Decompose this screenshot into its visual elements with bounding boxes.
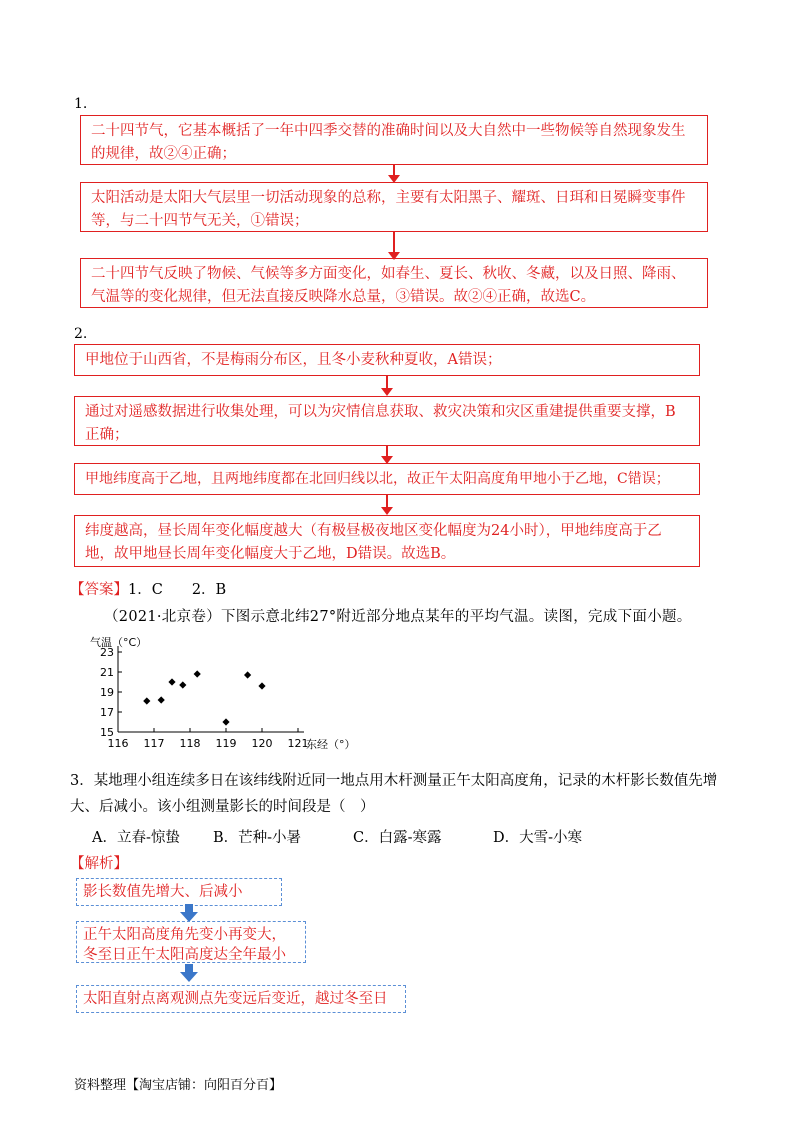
x-tick-label: 119 (215, 737, 237, 750)
option-d: D．大雪-小寒 (493, 830, 583, 846)
footer-source: 资料整理【淘宝店铺：向阳百分百】 (74, 1078, 283, 1093)
data-point (158, 696, 165, 703)
option-b: B．芒种-小暑 (213, 830, 302, 846)
answer-line (70, 578, 226, 599)
x-tick-label: 118 (179, 737, 201, 750)
y-tick-label: 23 (100, 646, 114, 659)
option-a: A．立春-惊蛰 (92, 830, 180, 846)
data-point (258, 682, 265, 689)
option-c: C．白露-寒露 (353, 830, 442, 846)
q1-number: 1. (74, 96, 88, 112)
y-tick-label: 17 (100, 706, 114, 719)
answer-text: 1．C 2．B (128, 582, 227, 598)
data-point (179, 681, 186, 688)
temperature-scatter-chart (70, 632, 370, 754)
data-point (168, 678, 175, 685)
q2-step-2: 通过对遥感数据进行收集处理，可以为灾情信息获取、救灾决策和灾区重建提供重要支撑，B正确； (74, 396, 700, 446)
answer-tag: 【答案】 (70, 582, 128, 598)
q2-step-4: 纬度越高，昼长周年变化幅度越大（有极昼极夜地区变化幅度为24小时），甲地纬度高于乙地，故甲地昼长周年变化幅度大于乙地，D错误。故选B。 (74, 515, 700, 567)
analysis-step-1: 影长数值先增大、后减小 (76, 878, 282, 906)
x-axis-label: 东经（°） (306, 738, 356, 751)
y-tick-label: 21 (100, 666, 114, 679)
blue-arrow-down-icon (180, 964, 198, 982)
blue-arrow-down-icon (180, 904, 198, 922)
y-tick-label: 15 (100, 726, 114, 739)
x-tick-label: 121 (287, 737, 309, 750)
x-tick-label: 116 (107, 737, 129, 750)
analysis-tag: 【解析】 (70, 856, 128, 872)
q1-step-1: 二十四节气，它基本概括了一年中四季交替的准确时间以及大自然中一些物候等自然现象发生的规律，故②④正确； (80, 115, 708, 165)
data-point (244, 671, 251, 678)
q2-number: 2. (74, 326, 88, 342)
analysis-step-3: 太阳直射点离观测点先变远后变近，越过冬至日 (76, 985, 406, 1013)
question-intro: （2021·北京卷）下图示意北纬27°附近部分地点某年的平均气温。读图，完成下面小题。 (104, 609, 692, 625)
q1-arrow-1 (387, 165, 401, 183)
q1-step-3: 二十四节气反映了物候、气候等多方面变化，如春生、夏长、秋收、冬藏，以及日照、降雨、气温等的变化规律，但无法直接反映降水总量，③错误。故②④正确，故选C。 (80, 258, 708, 308)
x-tick-label: 120 (251, 737, 273, 750)
q3-stem: 3．某地理小组连续多日在该纬线附近同一地点用木杆测量正午太阳高度角，记录的木杆影长数值先增大、后减小。该小组测量影长的时间段是（ ） (70, 773, 718, 815)
q2-arrow-1 (380, 376, 394, 396)
q1-arrow-2 (387, 232, 401, 260)
q2-step-3: 甲地纬度高于乙地，且两地纬度都在北回归线以北，故正午太阳高度角甲地小于乙地，C错误； (74, 463, 700, 495)
x-tick-label: 117 (143, 737, 165, 750)
arrow-down-icon (380, 388, 394, 396)
data-point (194, 670, 201, 677)
data-point (143, 697, 150, 704)
q2-arrow-2 (380, 446, 394, 464)
y-tick-label: 19 (100, 686, 114, 699)
arrow-down-icon (380, 507, 394, 515)
q1-step-2: 太阳活动是太阳大气层里一切活动现象的总称，主要有太阳黑子、耀斑、日珥和日冕瞬变事件等，与二十四节气无关，①错误； (80, 182, 708, 232)
q2-arrow-3 (380, 495, 394, 515)
q2-step-1: 甲地位于山西省，不是梅雨分布区，且冬小麦秋种夏收，A错误； (74, 344, 700, 376)
analysis-step-2: 正午太阳高度角先变小再变大，冬至日正午太阳高度达全年最小 (76, 921, 306, 963)
data-point (222, 718, 229, 725)
y-axis-label: 气温（°C） (90, 636, 148, 649)
